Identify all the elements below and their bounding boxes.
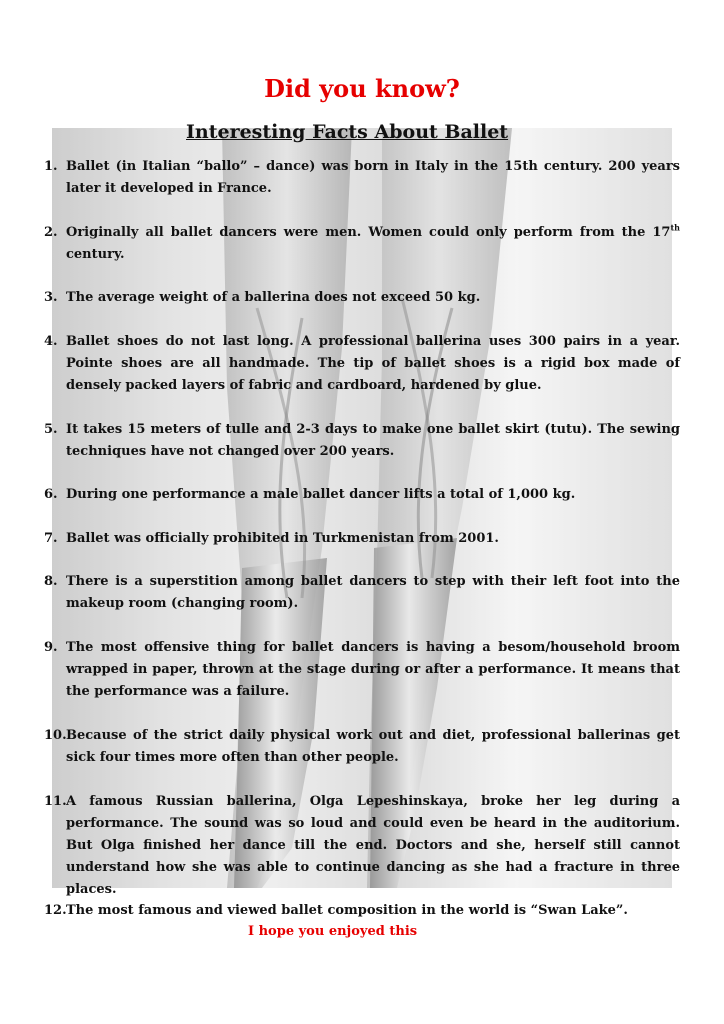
fact-number: 12.: [44, 903, 67, 918]
fact-item-6: [44, 484, 680, 506]
fact-item-8: [44, 571, 680, 615]
fact-number: 2.: [44, 225, 58, 240]
fact-number: 3.: [44, 290, 58, 305]
fact-text: Ballet (in Italian “ballo” – dance) was born in Italy in the 15th century. 200 years later it developed in France.: [66, 159, 680, 196]
fact-number: 9.: [44, 640, 58, 655]
fact-item-10: [44, 725, 680, 769]
fact-number: 11.: [44, 794, 67, 809]
fact-item-9: [44, 637, 680, 703]
closing-note: I hope you enjoyed this: [248, 924, 418, 939]
fact-item-5: [44, 419, 680, 463]
fact-superscript: th: [670, 222, 680, 233]
fact-item-11: [44, 791, 680, 901]
fact-number: 6.: [44, 487, 58, 502]
fact-item-2: [44, 222, 680, 266]
fact-text: There is a superstition among ballet dancers to step with their left foot into the makeup room (changing room).: [66, 574, 680, 611]
fact-item-4: [44, 331, 680, 397]
fact-text: During one performance a male ballet dancer lifts a total of 1,000 kg.: [66, 487, 576, 502]
fact-number: 4.: [44, 334, 58, 349]
fact-text: The most famous and viewed ballet composition in the world is “Swan Lake”.: [66, 903, 628, 918]
page-heading: Did you know?: [264, 74, 460, 103]
fact-number: 1.: [44, 159, 58, 174]
fact-text: The most offensive thing for ballet dancers is having a besom/household broom wrapped in paper, thrown at the stage during or after a performance. It means that the performance was a failure.: [66, 640, 680, 699]
fact-number: 10.: [44, 728, 67, 743]
fact-number: 8.: [44, 574, 58, 589]
fact-text: Ballet shoes do not last long. A professional ballerina uses 300 pairs in a year. Pointe shoes are all handmade. The tip of ballet shoes is a rigid box made of densely packed layers of fabric and cardboard, hardened by glue.: [66, 334, 680, 393]
fact-text: It takes 15 meters of tulle and 2-3 days to make one ballet skirt (tutu). The sewing techniques have not changed over 200 years.: [66, 422, 680, 459]
fact-item-7: [44, 528, 680, 550]
fact-text: A famous Russian ballerina, Olga Lepeshinskaya, broke her leg during a performance. The sound was so loud and could even be heard in the auditorium. But Olga finished her dance till the end. Doctors and she, herself still cannot understand how she was able to continue dancing as she had a fracture in three places.: [66, 794, 680, 897]
fact-item-3: [44, 287, 680, 309]
fact-item-1: [44, 156, 680, 200]
fact-number: 7.: [44, 531, 58, 546]
fact-text: Originally all ballet dancers were men. Women could only perform from the 17: [66, 225, 671, 240]
fact-item-12: [44, 900, 680, 922]
fact-text: Ballet was officially prohibited in Turkmenistan from 2001.: [66, 531, 499, 546]
fact-text: The average weight of a ballerina does not exceed 50 kg.: [66, 290, 481, 305]
page-subheading: Interesting Facts About Ballet: [186, 121, 509, 143]
fact-number: 5.: [44, 422, 58, 437]
fact-text-continued: century.: [66, 247, 125, 262]
fact-text: Because of the strict daily physical work out and diet, professional ballerinas get sick four times more often than other people.: [66, 728, 680, 765]
